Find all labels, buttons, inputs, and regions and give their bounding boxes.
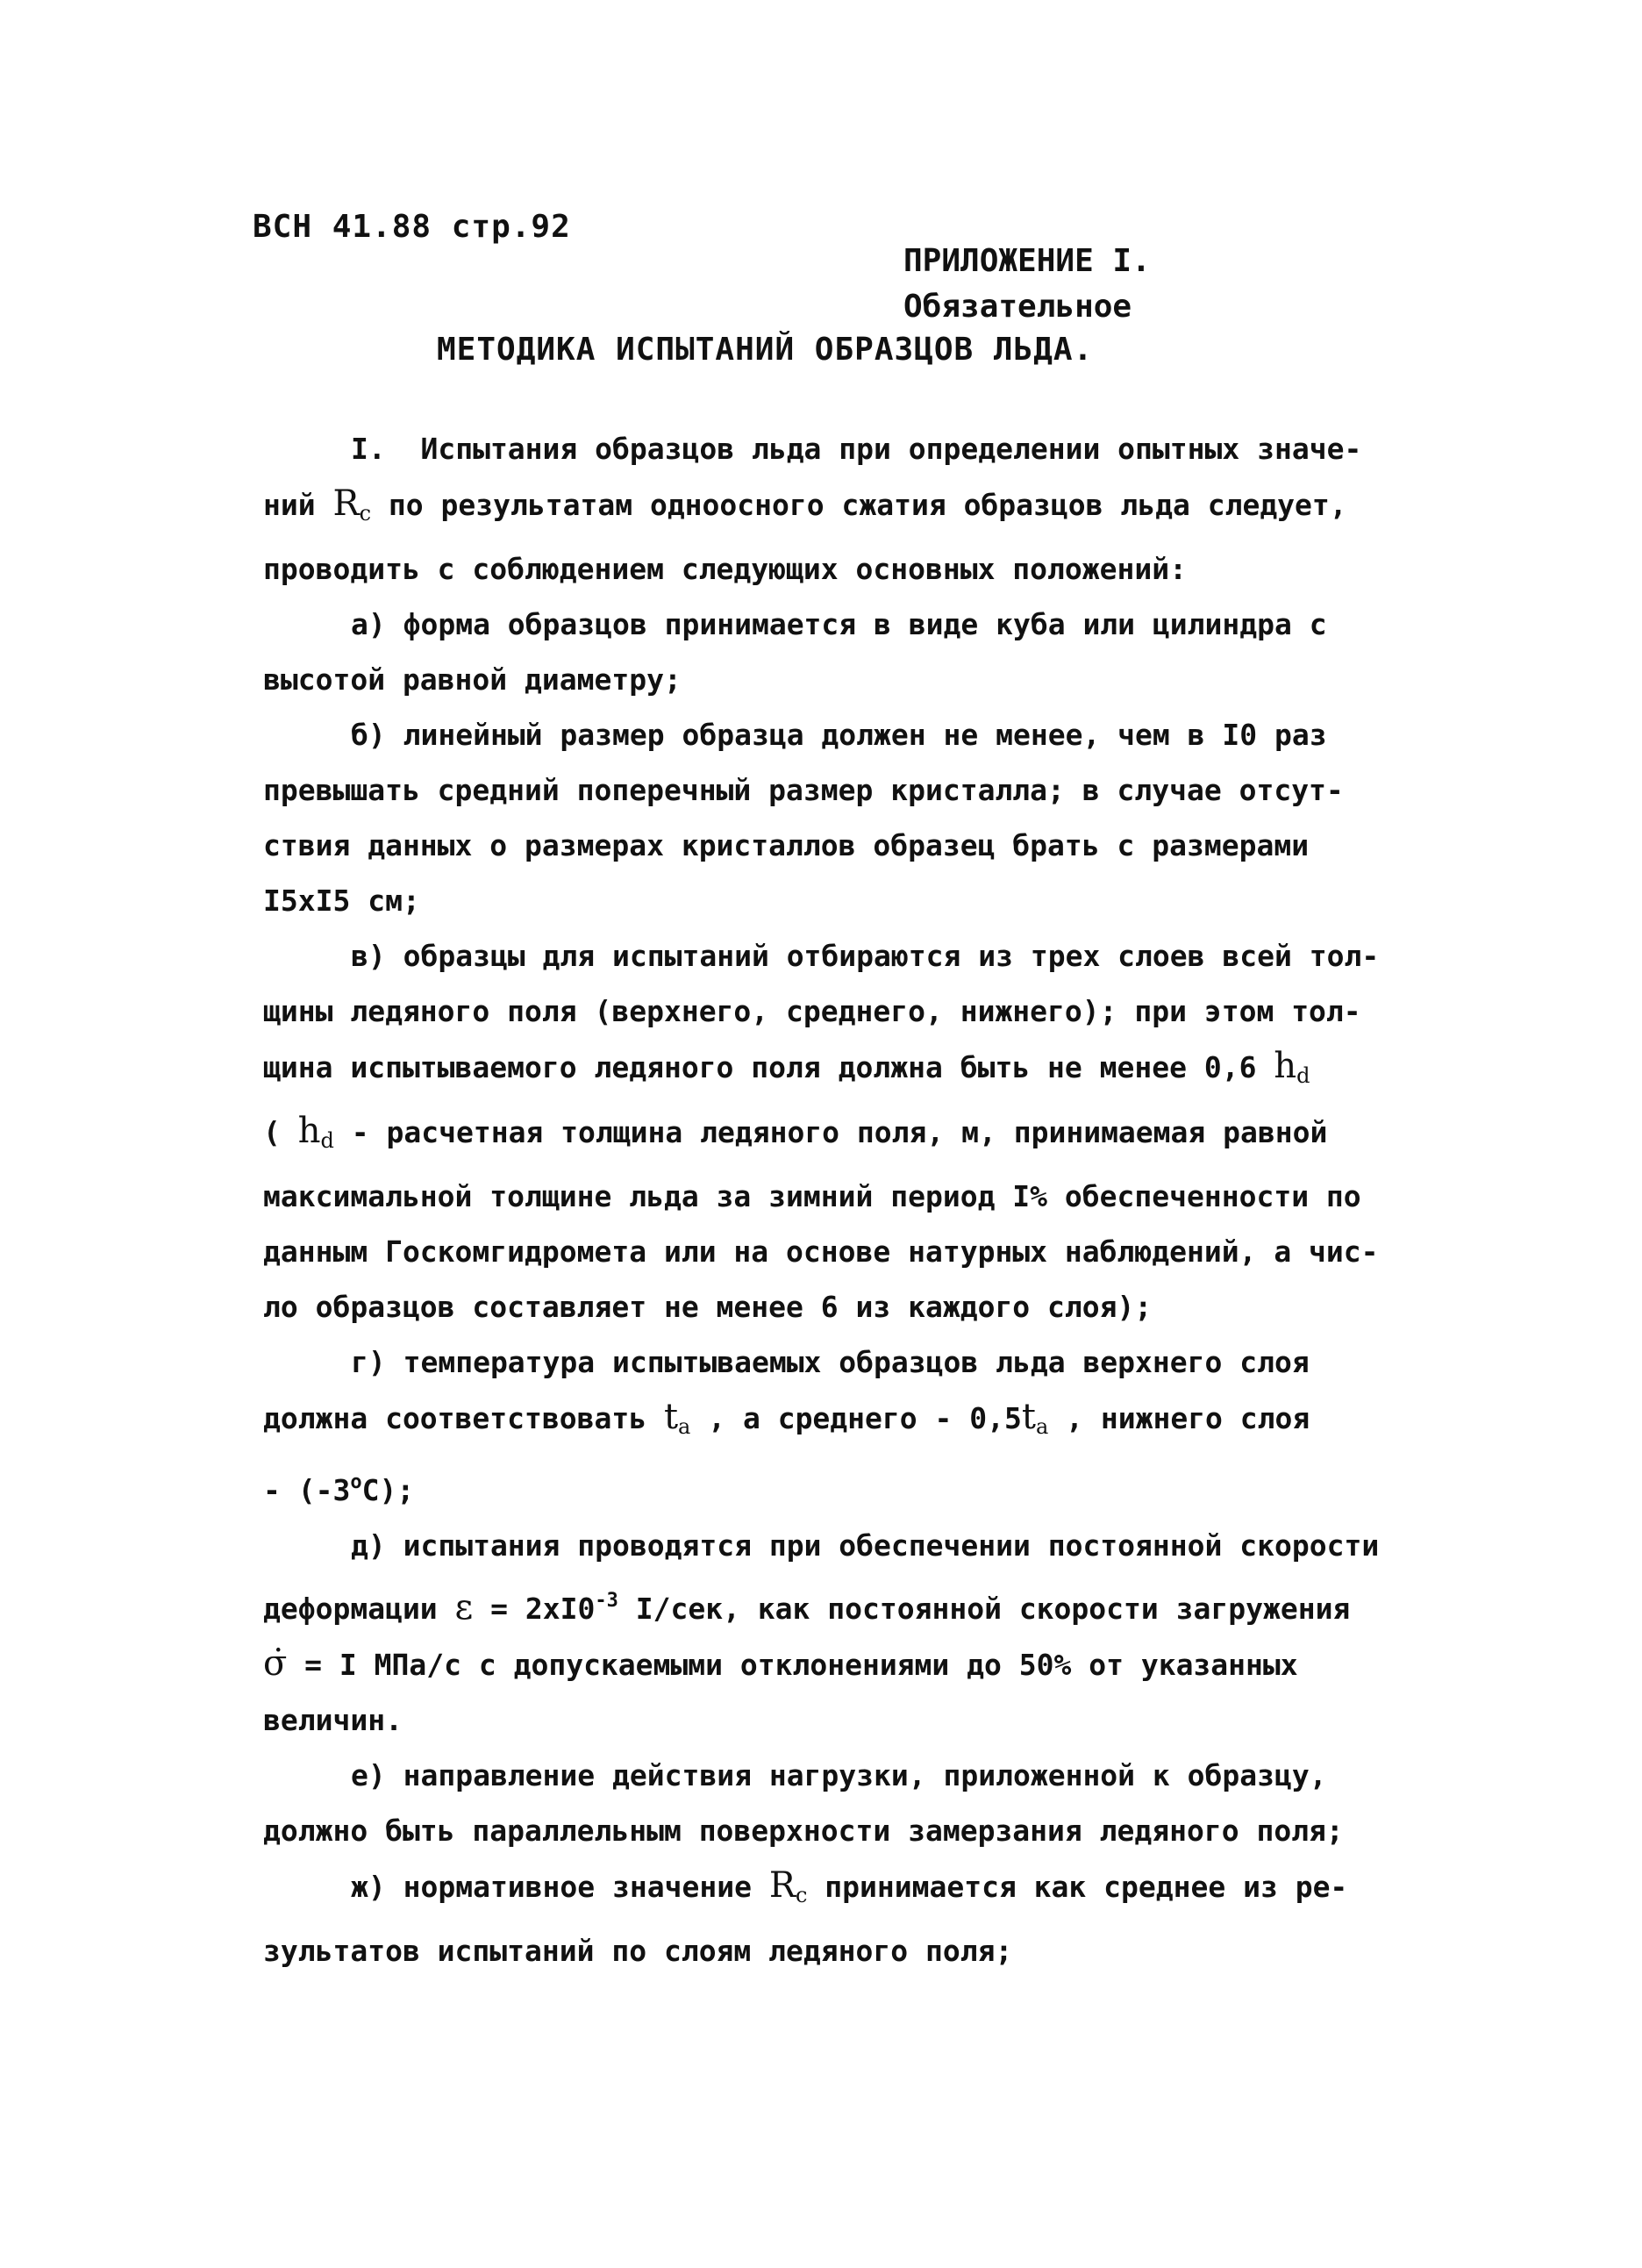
item-v-line-5: максимальной толщине льда за зимний период I% обеспеченности по bbox=[263, 1179, 1361, 1213]
text-segment: должна соответствовать bbox=[263, 1401, 664, 1435]
symbol-sigma-dot: σ̇ bbox=[263, 1643, 288, 1684]
text-segment: = I МПа/с с допускаемыми отклонениями до 50% от указанных bbox=[287, 1648, 1298, 1682]
text-segment: ж) нормативное значение bbox=[351, 1870, 769, 1904]
item-v-line-2: щины ледяного поля (верхнего, среднего, нижнего); при этом тол- bbox=[263, 994, 1361, 1028]
superscript-degree: о bbox=[350, 1471, 362, 1493]
item-b-line-4: I5хI5 см; bbox=[263, 884, 420, 918]
symbol-h: h bbox=[297, 1111, 321, 1151]
appendix-label: ПРИЛОЖЕНИЕ I. bbox=[903, 243, 1151, 279]
item-a-line-2: высотой равной диаметру; bbox=[263, 662, 682, 697]
text-segment: по результатам одноосного сжатия образцов льда следует, bbox=[371, 488, 1347, 522]
document-body bbox=[263, 421, 1403, 1978]
symbol-epsilon: ε bbox=[454, 1587, 474, 1628]
subscript-d: d bbox=[320, 1128, 334, 1153]
subscript-a: a bbox=[678, 1414, 691, 1439]
item-e-line-2: должно быть параллельным поверхности замерзания ледяного поля; bbox=[263, 1814, 1344, 1848]
subscript-d: d bbox=[1296, 1063, 1310, 1088]
item-v-line-1: в) образцы для испытаний отбираются из трех слоев всей тол- bbox=[351, 939, 1380, 973]
item-v-line-6: данным Госкомгидромета или на основе натурных наблюдений, а чис- bbox=[263, 1234, 1379, 1269]
superscript-exponent: -3 bbox=[595, 1590, 618, 1612]
text-segment: = 2хI0 bbox=[473, 1592, 596, 1626]
text-segment: ( bbox=[263, 1115, 298, 1149]
text-segment: С); bbox=[361, 1473, 415, 1507]
item-d-line-2 bbox=[263, 1573, 1403, 1636]
appendix-status: Обязательное bbox=[903, 289, 1132, 325]
item-a-line-1: а) форма образцов принимается в виде куба или цилиндра с bbox=[351, 607, 1327, 641]
paragraph-1-line-2 bbox=[263, 476, 1403, 541]
item-b-line-2: превышать средний поперечный размер кристалла; в случае отсут- bbox=[263, 773, 1344, 807]
subscript-c: c bbox=[359, 501, 372, 526]
item-g-line-2 bbox=[263, 1390, 1403, 1455]
item-b-line-3: ствия данных о размерах кристаллов образец брать с размерами bbox=[263, 828, 1310, 862]
item-d-line-4: величин. bbox=[263, 1703, 403, 1737]
subscript-c: c bbox=[795, 1883, 808, 1907]
item-v-line-4 bbox=[263, 1104, 1403, 1169]
item-g-line-3 bbox=[263, 1455, 1403, 1518]
symbol-t: t bbox=[1021, 1397, 1036, 1437]
text-segment: деформации bbox=[263, 1592, 455, 1626]
text-segment: I/сек, как постоянной скорости загружения bbox=[618, 1592, 1351, 1626]
symbol-r: R bbox=[332, 483, 360, 524]
item-v-line-7: ло образцов составляет не менее 6 из каждого слоя); bbox=[263, 1290, 1153, 1324]
item-zh-line-1 bbox=[263, 1858, 1403, 1923]
text-segment: - (-3 bbox=[263, 1473, 351, 1507]
paragraph-1-line-3: проводить с соблюдением следующих основных положений: bbox=[263, 552, 1187, 586]
item-d-line-3 bbox=[263, 1636, 1403, 1692]
item-g-line-1: г) температура испытываемых образцов льда верхнего слоя bbox=[351, 1345, 1310, 1379]
item-v-line-3 bbox=[263, 1039, 1403, 1104]
text-segment: - расчетная толщина ледяного поля, м, принимаемая равной bbox=[333, 1115, 1328, 1149]
item-zh-line-2: зультатов испытаний по слоям ледяного поля; bbox=[263, 1934, 1013, 1968]
document-reference: ВСН 41.88 стр.92 bbox=[253, 209, 571, 245]
document-title: МЕТОДИКА ИСПЫТАНИЙ ОБРАЗЦОВ ЛЬДА. bbox=[437, 332, 1094, 368]
text-segment: щина испытываемого ледяного поля должна быть не менее 0,6 bbox=[263, 1050, 1274, 1084]
symbol-t: t bbox=[663, 1397, 679, 1437]
subscript-a: a bbox=[1035, 1414, 1049, 1439]
symbol-r: R bbox=[768, 1865, 796, 1906]
text-segment: принимается как среднее из ре- bbox=[807, 1870, 1348, 1904]
appendix-block bbox=[903, 239, 1151, 330]
paragraph-1-line-1: I. Испытания образцов льда при определении опытных значе- bbox=[351, 432, 1362, 466]
symbol-h: h bbox=[1274, 1046, 1297, 1086]
text-segment: ний bbox=[263, 488, 333, 522]
item-b-line-1: б) линейный размер образца должен не менее, чем в I0 раз bbox=[351, 718, 1327, 752]
text-segment: , а среднего - 0,5 bbox=[690, 1401, 1022, 1435]
item-d-line-1: д) испытания проводятся при обеспечении постоянной скорости bbox=[351, 1528, 1380, 1563]
text-segment: , нижнего слоя bbox=[1048, 1401, 1310, 1435]
item-e-line-1: е) направление действия нагрузки, приложенной к образцу, bbox=[351, 1758, 1327, 1792]
